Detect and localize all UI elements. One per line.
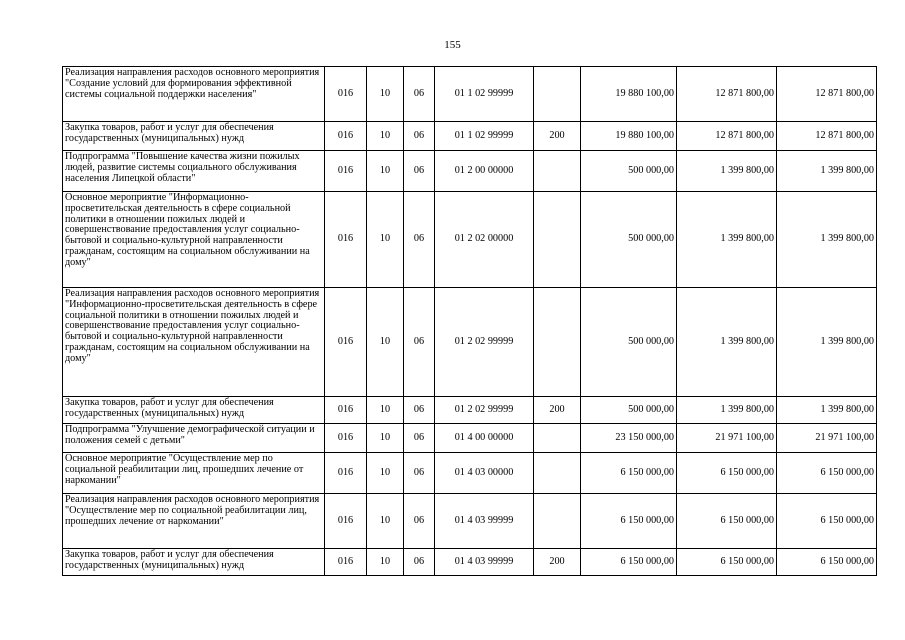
ministry-code: 016	[325, 397, 367, 424]
ministry-code: 016	[325, 424, 367, 453]
amount-3: 12 871 800,00	[777, 122, 877, 151]
subsection-code: 06	[404, 424, 435, 453]
target-article-code: 01 2 00 00000	[435, 151, 534, 192]
page-number: 155	[444, 39, 461, 51]
amount-1: 6 150 000,00	[581, 549, 677, 576]
amount-3: 1 399 800,00	[777, 151, 877, 192]
subsection-code: 06	[404, 494, 435, 549]
amount-1: 19 880 100,00	[581, 122, 677, 151]
target-article-code: 01 1 02 99999	[435, 67, 534, 122]
amount-1: 23 150 000,00	[581, 424, 677, 453]
subsection-code: 06	[404, 192, 435, 288]
amount-3: 6 150 000,00	[777, 453, 877, 494]
amount-1: 6 150 000,00	[581, 453, 677, 494]
amount-2: 6 150 000,00	[677, 453, 777, 494]
target-article-code: 01 4 03 99999	[435, 549, 534, 576]
row-name: Реализация направления расходов основного мероприятия "Осуществление мер по социальной реабилитации лиц, прошедших лечение от наркомании"	[63, 494, 325, 549]
row-name: Подпрограмма "Повышение качества жизни пожилых людей, развитие системы социального обслуживания населения Липецкой области"	[63, 151, 325, 192]
expense-type-code	[534, 424, 581, 453]
row-name: Реализация направления расходов основного мероприятия "Создание условий для формирования эффективной системы социальной поддержки населения"	[63, 67, 325, 122]
amount-1: 19 880 100,00	[581, 67, 677, 122]
target-article-code: 01 1 02 99999	[435, 122, 534, 151]
amount-3: 6 150 000,00	[777, 494, 877, 549]
table-row	[63, 424, 877, 453]
section-code: 10	[367, 549, 404, 576]
table-row	[63, 67, 877, 122]
amount-2: 12 871 800,00	[677, 122, 777, 151]
section-code: 10	[367, 494, 404, 549]
row-name: Закупка товаров, работ и услуг для обеспечения государственных (муниципальных) нужд	[63, 549, 325, 576]
amount-1: 500 000,00	[581, 192, 677, 288]
amount-3: 6 150 000,00	[777, 549, 877, 576]
amount-2: 6 150 000,00	[677, 494, 777, 549]
subsection-code: 06	[404, 397, 435, 424]
row-name: Основное мероприятие "Информационно-просветительская деятельность в сфере социальной политики в отношении пожилых людей и совершенствование предоставления услуг социально-бытовой и социально-культурной направленности гражданам, состоящим на социальном обслуживании на дому"	[63, 192, 325, 288]
expense-type-code	[534, 288, 581, 397]
section-code: 10	[367, 67, 404, 122]
section-code: 10	[367, 192, 404, 288]
ministry-code: 016	[325, 151, 367, 192]
table-row	[63, 192, 877, 288]
expense-type-code: 200	[534, 549, 581, 576]
subsection-code: 06	[404, 151, 435, 192]
expense-type-code	[534, 192, 581, 288]
table-row	[63, 453, 877, 494]
section-code: 10	[367, 453, 404, 494]
row-name: Реализация направления расходов основного мероприятия "Информационно-просветительская деятельность в сфере социальной политики в отношении пожилых людей и совершенствование предоставления услуг социально-бытовой и социально-культурной направленности гражданам, состоящим на социальном обслуживании на дому"	[63, 288, 325, 397]
section-code: 10	[367, 397, 404, 424]
target-article-code: 01 4 00 00000	[435, 424, 534, 453]
ministry-code: 016	[325, 192, 367, 288]
subsection-code: 06	[404, 453, 435, 494]
amount-2: 6 150 000,00	[677, 549, 777, 576]
amount-2: 1 399 800,00	[677, 288, 777, 397]
table-row	[63, 288, 877, 397]
amount-3: 21 971 100,00	[777, 424, 877, 453]
row-name: Подпрограмма "Улучшение демографической ситуации и положения семей с детьми"	[63, 424, 325, 453]
table-row	[63, 151, 877, 192]
row-name: Основное мероприятие "Осуществление мер по социальной реабилитации лиц, прошедших лечение от наркомании"	[63, 453, 325, 494]
section-code: 10	[367, 122, 404, 151]
subsection-code: 06	[404, 549, 435, 576]
ministry-code: 016	[325, 67, 367, 122]
row-name: Закупка товаров, работ и услуг для обеспечения государственных (муниципальных) нужд	[63, 397, 325, 424]
amount-2: 1 399 800,00	[677, 192, 777, 288]
amount-1: 6 150 000,00	[581, 494, 677, 549]
section-code: 10	[367, 288, 404, 397]
section-code: 10	[367, 151, 404, 192]
amount-3: 12 871 800,00	[777, 67, 877, 122]
budget-table	[62, 66, 877, 576]
amount-2: 21 971 100,00	[677, 424, 777, 453]
expense-type-code	[534, 151, 581, 192]
ministry-code: 016	[325, 122, 367, 151]
subsection-code: 06	[404, 122, 435, 151]
table-row	[63, 122, 877, 151]
table-row	[63, 549, 877, 576]
expense-type-code	[534, 453, 581, 494]
table-row	[63, 494, 877, 549]
target-article-code: 01 2 02 99999	[435, 288, 534, 397]
section-code: 10	[367, 424, 404, 453]
subsection-code: 06	[404, 67, 435, 122]
expense-type-code: 200	[534, 397, 581, 424]
ministry-code: 016	[325, 549, 367, 576]
target-article-code: 01 4 03 99999	[435, 494, 534, 549]
target-article-code: 01 2 02 99999	[435, 397, 534, 424]
amount-3: 1 399 800,00	[777, 192, 877, 288]
subsection-code: 06	[404, 288, 435, 397]
expense-type-code	[534, 67, 581, 122]
target-article-code: 01 4 03 00000	[435, 453, 534, 494]
amount-1: 500 000,00	[581, 397, 677, 424]
amount-1: 500 000,00	[581, 288, 677, 397]
table-row	[63, 397, 877, 424]
amount-2: 1 399 800,00	[677, 151, 777, 192]
ministry-code: 016	[325, 453, 367, 494]
expense-type-code	[534, 494, 581, 549]
expense-type-code: 200	[534, 122, 581, 151]
amount-3: 1 399 800,00	[777, 397, 877, 424]
ministry-code: 016	[325, 494, 367, 549]
amount-3: 1 399 800,00	[777, 288, 877, 397]
ministry-code: 016	[325, 288, 367, 397]
amount-2: 12 871 800,00	[677, 67, 777, 122]
amount-1: 500 000,00	[581, 151, 677, 192]
row-name: Закупка товаров, работ и услуг для обеспечения государственных (муниципальных) нужд	[63, 122, 325, 151]
amount-2: 1 399 800,00	[677, 397, 777, 424]
target-article-code: 01 2 02 00000	[435, 192, 534, 288]
